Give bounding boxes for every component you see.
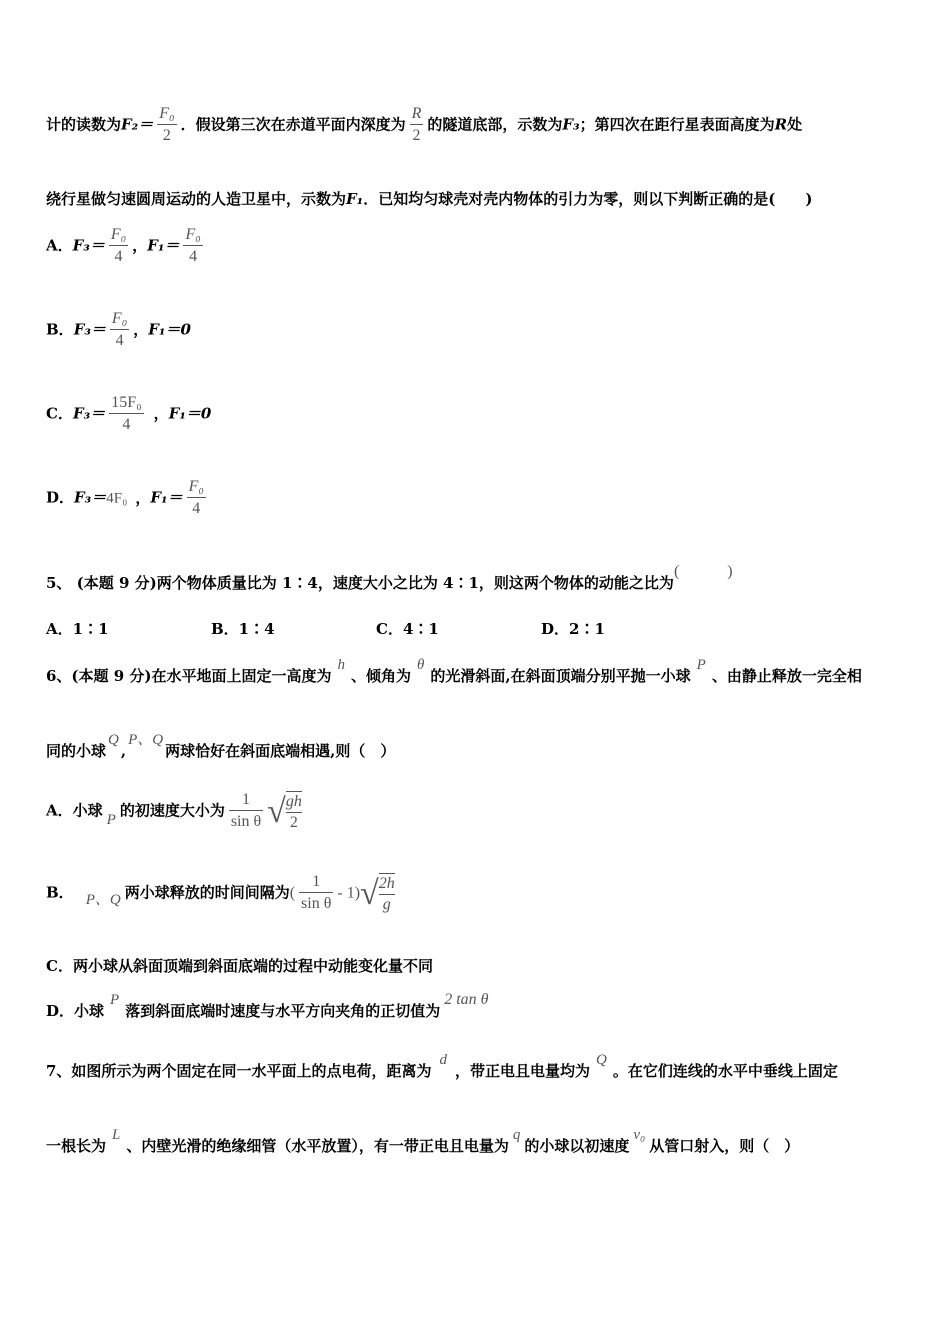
sqrt-expression: √ $\frac{gh}{2}$ [267,792,302,831]
q6-stem-line-2: 同的小球Q,P、Q两球恰好在斜面底端相遇,则（ ） [46,732,396,760]
stem-text: 绕行星做匀速圆周运动的人造卫星中，示数为 [46,190,347,208]
option-d[interactable]: D．F₃＝4F₀ ，F₁＝ $\frac{\text{F₀}}{4}$ [46,477,210,520]
q5-options [46,618,706,639]
fraction-F0-over-2: $\frac{\text{F₀}}{2}$ [157,104,176,147]
fraction: $\frac{\text{F₀}}{4}$ [109,225,128,268]
q7-stem-line-2: 一根长为L、内壁光滑的绝缘细管（水平放置），有一带正电且电量为q的小球以初速度v₀从管口射入，则（ ） [46,1127,800,1155]
stem-line-1 [46,104,802,147]
var-F3: F₃ [562,115,580,134]
option-a[interactable]: A．F₃＝ $\frac{\text{F₀}}{4}$ ，F₁＝ $\frac{\text{F₀}}{4}$ [46,225,207,268]
q5-option-c[interactable]: C．4∶1 [376,620,439,638]
q6-option-d[interactable]: D．小球P落到斜面底端时速度与水平方向夹角的正切值为2 tan θ [46,991,489,1020]
q6-option-c[interactable]: C．两小球从斜面顶端到斜面底端的过程中动能变化量不同 [46,957,433,975]
stem-line-2 [46,188,812,209]
stem-text: ．已知均匀球壳对壳内物体的引力为零，则以下判断正确的是( ) [363,190,813,208]
q5-stem: 5、 (本题 9 分)两个物体质量比为 1∶4，速度大小之比为 4∶1，则这两个物体的动能之比为( ) [46,563,733,592]
fraction: $\frac{\text{F₀}}{4}$ [187,477,206,520]
fraction-R-over-2: $\frac{R}{2}$ [410,104,424,147]
var-F2: F₂＝ [121,115,154,134]
fraction: $\frac{\text{F₀}}{4}$ [183,225,202,268]
option-b[interactable]: B．F₃＝ $\frac{\text{F₀}}{4}$ ，F₁＝0 [46,309,191,352]
fraction: $\frac{\text{F₀}}{4}$ [110,309,129,352]
q6-stem-line-1: 6、(本题 9 分)在水平地面上固定一高度为h、倾角为θ的光滑斜面,在斜面顶端分别平抛一小球P、由静止释放一完全相 [46,657,862,685]
q6-option-a[interactable]: A．小球 P 的初速度大小为 $\frac{1}{\text{sin θ}}$ √ $\frac{gh}{2}$ [46,790,302,833]
var-R: R [774,115,788,134]
q5-option-d[interactable]: D．2∶1 [541,620,605,638]
q5-option-a[interactable]: A．1∶1 [46,620,109,638]
option-c[interactable]: C．F₃＝ $\frac{\text{15F₀}}{4}$ ，F₁＝0 [46,393,211,436]
q6-option-b[interactable]: B． P、Q 两小球释放的时间间隔为( $\frac{1}{\text{sin θ}}$ - 1)√ $\frac{2h}{g}$ [46,872,395,915]
q7-stem-line-1: 7、如图所示为两个固定在同一水平面上的点电荷，距离为d，带正电且电量均为Q。在它们连线的水平中垂线上固定 [46,1052,838,1080]
fraction: $\frac{1}{\text{sin θ}}$ [229,790,263,833]
stem-text: 计的读数为 [46,115,122,134]
q5-option-b[interactable]: B．1∶4 [211,620,275,638]
var-F1: F₁ [346,190,364,208]
stem-text: 处 [787,115,803,134]
answer-parens: ( ) [673,563,733,580]
stem-text: ．假设第三次在赤道平面内深度为 [180,115,406,134]
fraction: $\frac{\text{15F₀}}{4}$ [109,393,143,436]
sqrt-expression: √ $\frac{2h}{g}$ [360,874,395,913]
fraction: $\frac{1}{\text{sin θ}}$ [299,872,333,915]
stem-text: ；第四次在距行星表面高度为 [579,115,775,134]
stem-text: 的隧道底部，示数为 [427,115,563,134]
